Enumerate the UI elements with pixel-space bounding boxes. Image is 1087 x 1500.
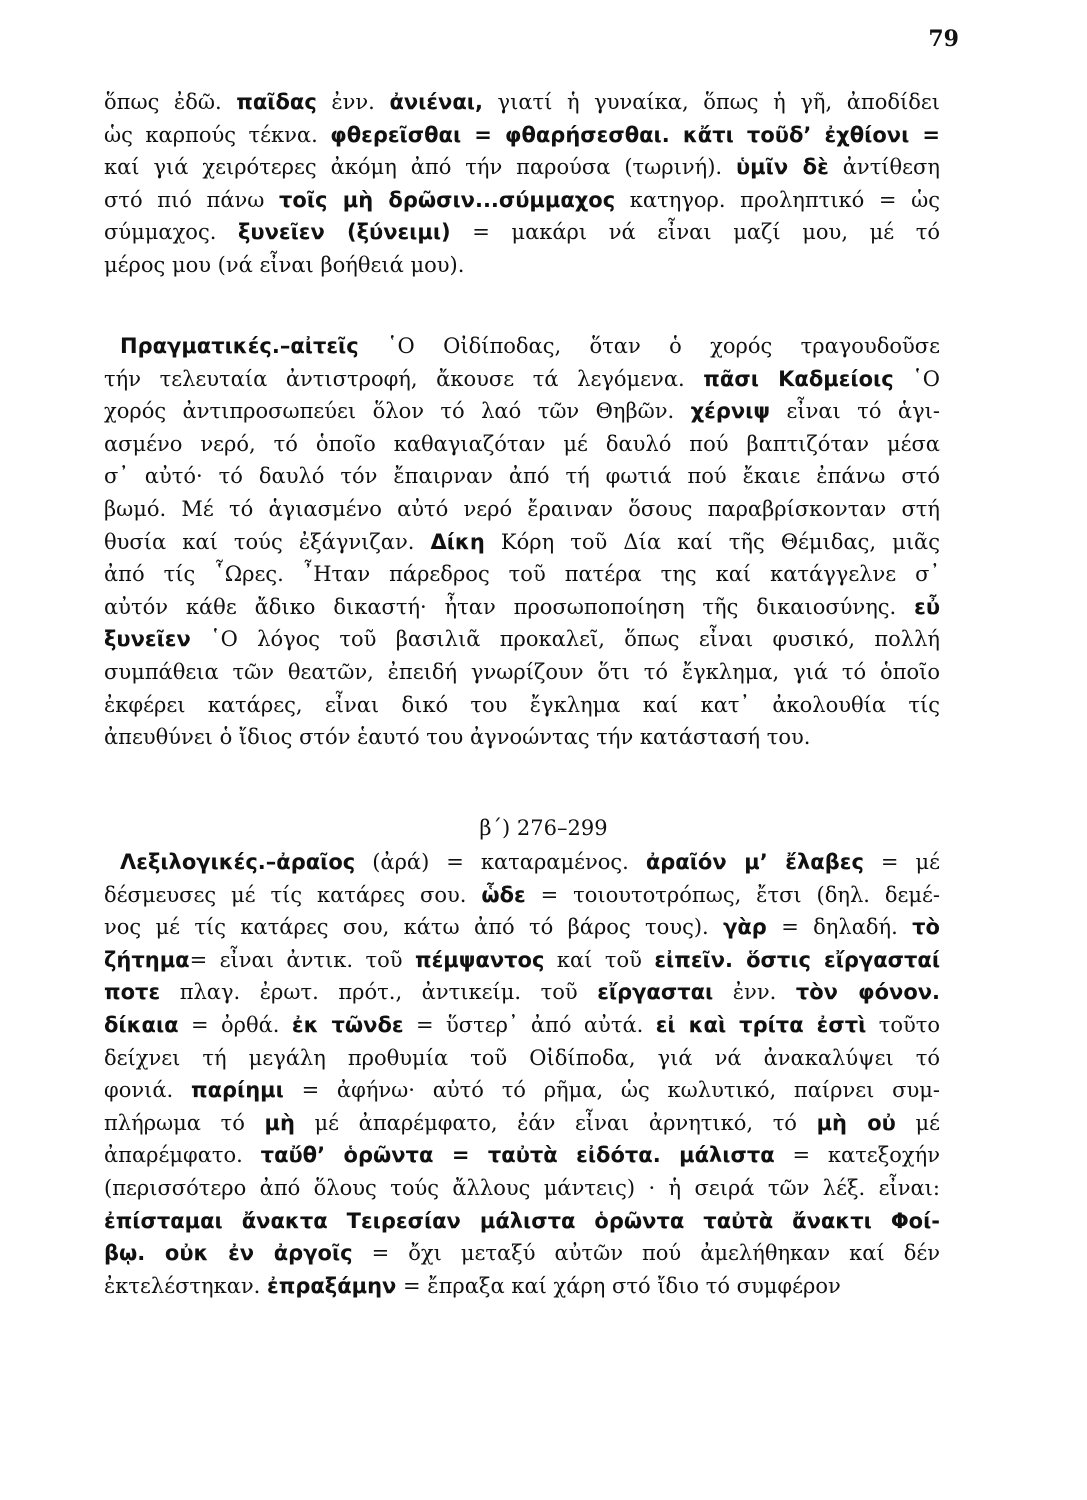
text-line: Πραγματικές.–αἰτεῖς ῾Ο Οἰδίποδας, ὅταν ὁ χορός τραγουδοῦσε xyxy=(120,334,940,358)
text-line: ἀπό τίς ῟Ωρες. ῏Ηταν πάρεδρος τοῦ πατέρα της καί κατάγγελνε σ᾽ xyxy=(104,562,940,587)
text-line: νος μέ τίς κατάρες σου, κάτω ἀπό τό βάρος τους). γὰρ = δηλαδή. τὸ xyxy=(104,915,940,940)
text-line: ποτε πλαγ. ἐρωτ. πρότ., ἀντικείμ. τοῦ εἴργασται ἐνν. τὸν φόνον. xyxy=(104,980,941,1005)
text-line: ασμένο νερό, τό ὁποῖο καθαγιαζόταν μέ δαυλό πού βαπτιζόταν μέσα xyxy=(104,431,940,456)
text-line: (περισσότερο ἀπό ὅλους τούς ἄλλους μάντεις) · ἡ σειρά τῶν λέξ. εἶναι: xyxy=(104,1175,940,1200)
text-line: ὡς καρπούς τέκνα. φθερεῖσθαι = φθαρήσεσθαι. κἄτι τοῦδ’ ἐχθίονι = xyxy=(104,122,940,147)
text-line: ἐπίσταμαι ἄνακτα Τειρεσίαν μάλιστα ὁρῶντα ταὐτὰ ἄνακτι Φοί- xyxy=(104,1208,940,1233)
text-line: ἐκτελέστηκαν. ἐπραξάμην = ἔπραξα καί χάρη στό ἴδιο τό συμφέρον xyxy=(104,1273,841,1298)
text-line: μέρος μου (νά εἶναι βοήθειά μου). xyxy=(104,252,465,277)
text-line: δίκαια = ὀρθά. ἐκ τῶνδε = ὕστερ᾽ ἀπό αὐτά. εἰ καὶ τρίτα ἐστὶ τοῦτο xyxy=(104,1012,940,1037)
text-line: ὅπως ἐδῶ. παῖδας ἐνν. ἀνιέναι, γιατί ἡ γυναίκα, ὅπως ἡ γῆ, ἀποδίδει xyxy=(104,90,940,114)
text-line: τήν τελευταία ἀντιστροφή, ἄκουσε τά λεγόμενα. πᾶσι Καδμείοις ῾Ο xyxy=(104,366,940,391)
text-line: ἐκφέρει κατάρες, εἶναι δικό του ἔγκλημα καί κατ᾽ ἀκολουθία τίς xyxy=(104,692,940,717)
text-line: στό πιό πάνω τοῖς μὴ δρῶσιν...σύμμαχος κατηγορ. προληπτικό = ὡς xyxy=(104,187,940,212)
text-line: πλήρωμα τό μὴ μέ ἀπαρέμφατο, ἐάν εἶναι ἀρνητικό, τό μὴ οὐ μέ xyxy=(104,1110,941,1135)
text-line: δέσμευσες μέ τίς κατάρες σου. ὧδε = τοιουτοτρόπως, ἔτσι (δηλ. δεμέ- xyxy=(104,882,941,907)
text-line: σ᾽ αὐτό· τό δαυλό τόν ἔπαιρναν ἀπό τή φωτιά πού ἔκαιε ἐπάνω στό xyxy=(104,464,940,489)
text-line: Λεξιλογικές.–ἀραῖος (ἀρά) = καταραμένος. ἀραῖόν μ’ ἔλαβες = μέ xyxy=(120,850,940,874)
text-line: δείχνει τή μεγάλη προθυμία τοῦ Οἰδίποδα, γιά νά ἀνακαλύψει τό xyxy=(104,1045,940,1070)
commentary-paragraph-1 xyxy=(104,86,940,282)
text-line: θυσία καί τούς ἐξάγνιζαν. Δίκη Κόρη τοῦ Δία καί τῆς Θέμιδας, μιᾶς xyxy=(104,529,941,554)
text-line: συμπάθεια τῶν θεατῶν, ἐπειδή γνωρίζουν ὅτι τό ἔγκλημα, γιά τό ὁποῖο xyxy=(104,659,940,684)
text-line: αὐτόν κάθε ἄδικο δικαστή· ἦταν προσωποποίηση τῆς δικαιοσύνης. εὖ xyxy=(104,594,940,619)
text-line: βωμό. Μέ τό ἁγιασμένο αὐτό νερό ἔραιναν ὅσους παραβρίσκονταν στή xyxy=(104,496,940,521)
text-line: βῳ. οὐκ ἐν ἀργοῖς = ὄχι μεταξύ αὐτῶν πού ἀμελήθηκαν καί δέν xyxy=(104,1241,940,1266)
text-line: χορός ἀντιπροσωπεύει ὅλον τό λαό τῶν Θηβῶν. χέρνιψ εἶναι τό ἁγι- xyxy=(104,399,940,424)
lexilogikes-paragraph xyxy=(104,846,940,1302)
text-line: σύμμαχος. ξυνεῖεν (ξύνειμι) = μακάρι νά εἶναι μαζί μου, μέ τό xyxy=(104,220,941,245)
text-line: φονιά. παρίημι = ἀφήνω· αὐτό τό ρῆμα, ὡς κωλυτικό, παίρνει συμ- xyxy=(104,1078,940,1103)
text-line: ἀπαρέμφατο. ταὔθ’ ὁρῶντα = ταὐτὰ εἰδότα. μάλιστα = κατεξοχήν xyxy=(104,1143,940,1168)
text-line: ξυνεῖεν ῾Ο λόγος τοῦ βασιλιᾶ προκαλεῖ, ὅπως εἶναι φυσικό, πολλή xyxy=(104,627,940,652)
text-line: καί γιά χειρότερες ἀκόμη ἀπό τήν παρούσα (τωρινή). ὑμῖν δὲ ἀντίθεση xyxy=(104,155,940,180)
section-heading: β΄) 276–299 xyxy=(479,816,608,840)
text-line: ἀπευθύνει ὁ ἴδιος στόν ἑαυτό του ἀγνοώντας τήν κατάστασή του. xyxy=(104,725,811,750)
text-line: ζήτημα= εἶναι ἀντικ. τοῦ πέμψαντος καί τοῦ εἰπεῖν. ὅστις εἴργασταί xyxy=(104,947,941,972)
pragmatikes-paragraph xyxy=(104,330,940,754)
page-number: 79 xyxy=(928,26,959,52)
